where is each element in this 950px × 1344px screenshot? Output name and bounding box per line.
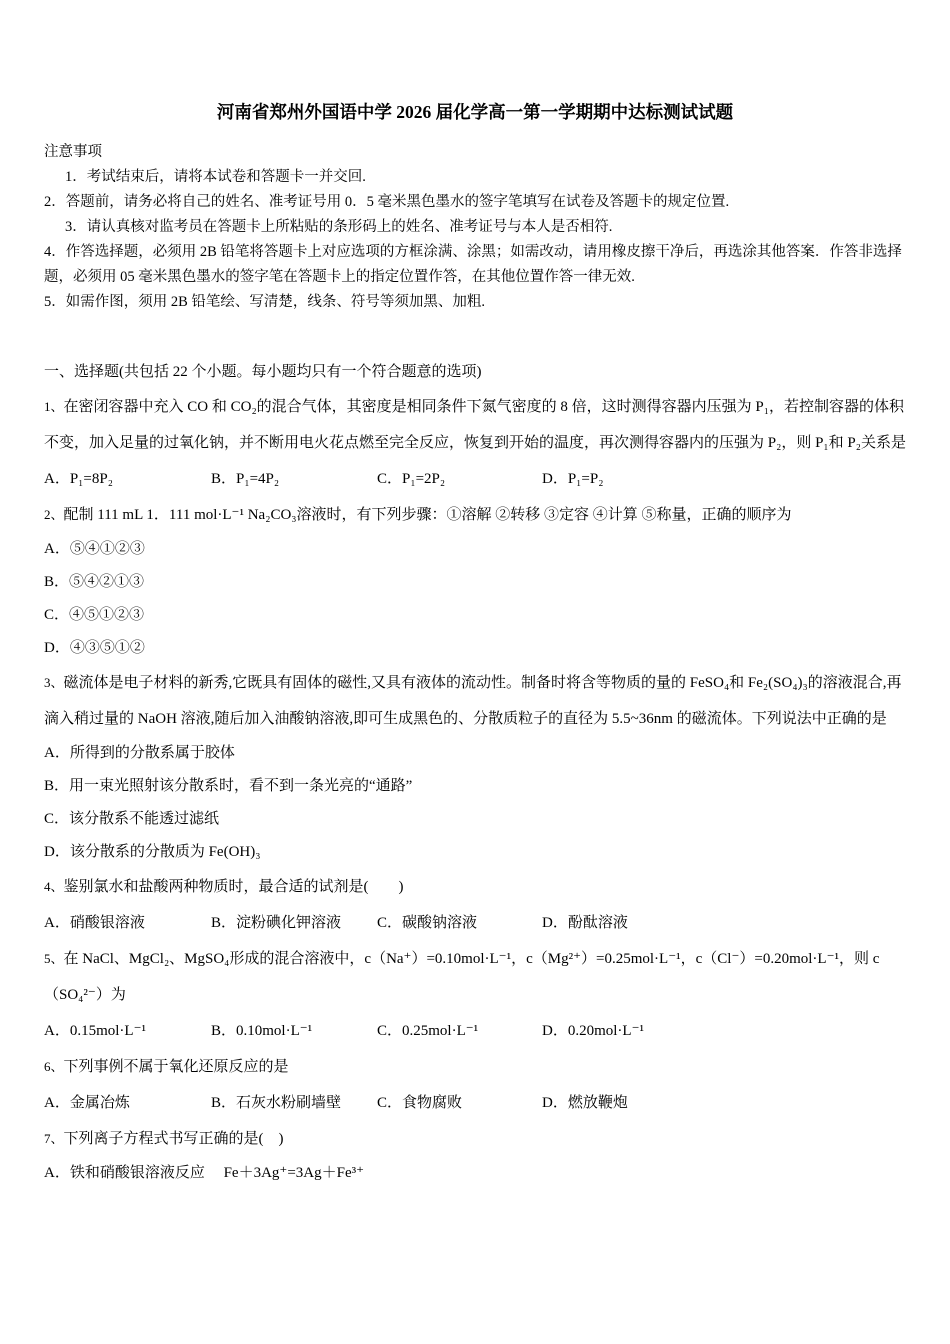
option: D．④③⑤①② [44,640,145,656]
question-4 [44,869,906,941]
notice-item: 5．如需作图，须用 2B 铅笔绘、写清楚，线条、符号等须加黑、加粗. [44,294,486,310]
question-3 [44,665,906,869]
option: B．石灰水粉刷墙壁 [211,1095,342,1111]
question-number: 6、 [44,1059,64,1074]
question-list [44,389,906,1190]
question-1 [44,389,906,497]
question-text: 在 NaCl、MgCl₂、MgSO₄形成的混合溶液中，c（Na⁺）=0.10mol·L⁻¹，c（Mg²⁺）=0.25mol·L⁻¹，c（Cl⁻）=0.20mol·L⁻¹，则 c（SO₄²⁻）为 [44,951,880,1003]
option: D．该分散系的分散质为 Fe(OH)₃ [44,844,261,860]
question-stem [44,497,906,533]
question-6 [44,1049,906,1121]
option: C．食物腐败 [377,1095,463,1111]
question-2 [44,497,906,665]
option: A．硝酸银溶液 [44,915,145,931]
question-stem [44,665,906,737]
options [44,1157,906,1190]
notice-list [44,165,906,315]
option: B．P₁=4P₂ [211,471,280,487]
notice-item: 1．考试结束后，请将本试卷和答题卡一并交回. [65,169,366,185]
option: A．铁和硝酸银溶液反应 Fe＋3Ag⁺=3Ag＋Fe³⁺ [44,1165,365,1181]
question-number: 1、 [44,399,64,414]
option: B．淀粉碘化钾溶液 [211,915,342,931]
options [44,533,906,665]
question-number: 5、 [44,951,64,966]
question-number: 7、 [44,1131,64,1146]
question-5 [44,941,906,1049]
question-text: 配制 111 mL 1．111 mol·L⁻¹ Na₂CO₃溶液时，有下列步骤：①溶解 ②转移 ③定容 ④计算 ⑤称量，正确的顺序为 [63,507,792,523]
notice-header: 注意事项 [44,144,102,160]
notice-item: 3．请认真核对监考员在答题卡上所粘贴的条形码上的姓名、准考证号与本人是否相符. [65,219,613,235]
page-title: 河南省郑州外国语中学 2026 届化学高一第一学期期中达标测试试题 [216,102,734,122]
options [44,461,906,497]
option: D．燃放鞭炮 [542,1095,628,1111]
question-number: 4、 [44,879,64,894]
question-text: 下列离子方程式书写正确的是( ) [63,1131,284,1147]
option: A．金属冶炼 [44,1095,130,1111]
option: D．0.20mol·L⁻¹ [542,1023,644,1039]
option: C．P₁=2P₂ [377,471,446,487]
notice-item: 4．作答选择题，必须用 2B 铅笔将答题卡上对应选项的方框涂满、涂黑；如需改动，请用橡皮擦干净后，再选涂其他答案．作答非选择题，必须用 05 毫米黑色墨水的签字笔在答题卡上的指定位置作答，在其他位置作答一律无效. [44,244,902,285]
question-stem [44,869,906,905]
option: D．酚酞溶液 [542,915,628,931]
options [44,737,906,869]
option: B．用一束光照射该分散系时，看不到一条光亮的“通路” [44,778,413,794]
options [44,1085,906,1121]
question-text: 磁流体是电子材料的新秀,它既具有固体的磁性,又具有液体的流动性。制备时将含等物质的量的 FeSO₄和 Fe₂(SO₄)₃的溶液混合,再滴入稍过量的 NaOH 溶液,随后加入油酸钠溶液,即可生成黑色的、分散质粒子的直径为 5.5~36nm 的磁流体。下列说法中正确的是 [44,675,902,727]
notice-section [44,140,906,315]
option: A．⑤④①②③ [44,541,145,557]
options [44,905,906,941]
question-number: 2、 [44,507,64,522]
option: A．P₁=8P₂ [44,471,113,487]
option: C．④⑤①②③ [44,607,145,623]
question-text: 下列事例不属于氧化还原反应的是 [63,1059,289,1075]
option: B．0.10mol·L⁻¹ [211,1023,313,1039]
section-header: 一、选择题(共包括 22 个小题。每小题均只有一个符合题意的选项) [44,364,482,380]
question-stem [44,941,906,1013]
question-7 [44,1121,906,1190]
option: A．所得到的分散系属于胶体 [44,745,235,761]
option: C．碳酸钠溶液 [377,915,478,931]
question-stem [44,1049,906,1085]
option: C．该分散系不能透过滤纸 [44,811,220,827]
notice-item: 2．答题前，请务必将自己的姓名、准考证号用 0．5 毫米黑色墨水的签字笔填写在试卷及答题卡的规定位置. [44,194,730,210]
question-text: 鉴别氯水和盐酸两种物质时，最合适的试剂是( ) [63,879,404,895]
option: C．0.25mol·L⁻¹ [377,1023,479,1039]
option: D．P₁=P₂ [542,471,604,487]
option: B．⑤④②①③ [44,574,145,590]
question-number: 3、 [44,675,64,690]
question-stem [44,389,906,461]
question-stem [44,1121,906,1157]
options [44,1013,906,1049]
option: A．0.15mol·L⁻¹ [44,1023,146,1039]
question-text: 在密闭容器中充入 CO 和 CO₂的混合气体，其密度是相同条件下氮气密度的 8 倍，这时测得容器内压强为 P₁，若控制容器的体积不变，加入足量的过氧化钠，并不断用电火花点燃至完全反应，恢复到开始的温度，再次测得容器内的压强为 P₂，则 P₁和 P₂关系是 [44,399,906,451]
